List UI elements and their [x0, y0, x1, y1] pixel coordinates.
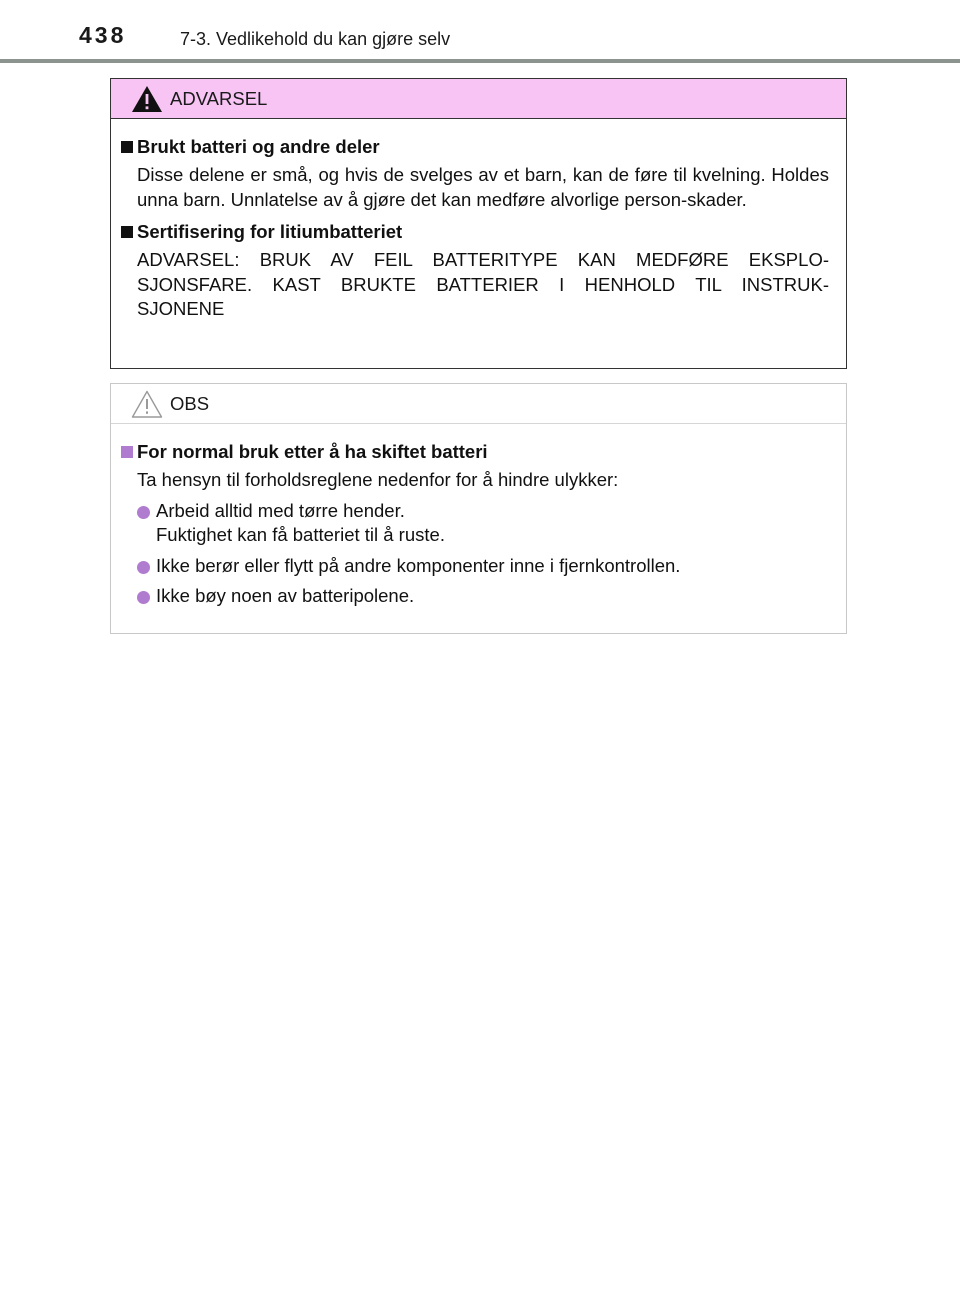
- notice-item-intro: Ta hensyn til forholdsreglene nedenfor for å hindre ulykker:: [137, 469, 619, 490]
- list-item-text: Ikke berør eller flytt på andre komponenter inne i fjernkontrollen.: [156, 554, 681, 576]
- notice-item-title-text: For normal bruk etter å ha skiftet batteri: [137, 441, 488, 462]
- page-number: 438: [79, 22, 127, 48]
- list-item: [121, 554, 829, 579]
- list-item: [121, 584, 829, 609]
- notice-box-body: [111, 424, 846, 609]
- warning-box-body: [111, 119, 846, 322]
- list-item-text: Ikke bøy noen av batteripolene.: [156, 585, 415, 606]
- notice-item-title: [121, 440, 829, 464]
- section-title: 7-3. Vedlikehold du kan gjøre selv: [180, 29, 451, 49]
- warning-item-text: Disse delene er små, og hvis de svelges av et barn, kan de føre til kvelning. Holdes unna barn. Unnlatelse av å gjøre det kan medføre alvorlige person-skader.: [137, 164, 829, 210]
- header-divider: [0, 59, 960, 63]
- warning-item-title: [121, 135, 829, 159]
- circle-bullet-icon: [137, 506, 150, 519]
- notice-box: [110, 383, 847, 634]
- list-item-text: Arbeid alltid med tørre hender.: [156, 499, 405, 521]
- list-item-subtext: Fuktighet kan få batteriet til å ruste.: [156, 524, 445, 545]
- warning-item-text: ADVARSEL: BRUK AV FEIL BATTERITYPE KAN MEDFØRE EKSPLO-SJONSFARE. KAST BRUKTE BATTERIER I HENHOLD TIL INSTRUK-SJONENE: [137, 249, 829, 319]
- circle-bullet-icon: [137, 591, 150, 604]
- warning-triangle-filled-icon: [130, 84, 164, 114]
- square-bullet-icon: [121, 226, 133, 238]
- warning-box-header: [111, 79, 846, 119]
- warning-triangle-outline-icon: [130, 389, 164, 419]
- warning-box-label: ADVARSEL: [170, 88, 268, 109]
- square-bullet-icon: [121, 141, 133, 153]
- page-header: [0, 0, 960, 60]
- warning-item-title: [121, 220, 829, 244]
- warning-item-title-text: Brukt batteri og andre deler: [137, 136, 380, 157]
- notice-box-label: OBS: [170, 393, 210, 414]
- square-bullet-icon: [121, 446, 133, 458]
- notice-box-header: [111, 384, 846, 424]
- list-item: [121, 499, 829, 548]
- circle-bullet-icon: [137, 561, 150, 574]
- warning-item-title-text: Sertifisering for litiumbatteriet: [137, 221, 403, 242]
- warning-box: [110, 78, 847, 369]
